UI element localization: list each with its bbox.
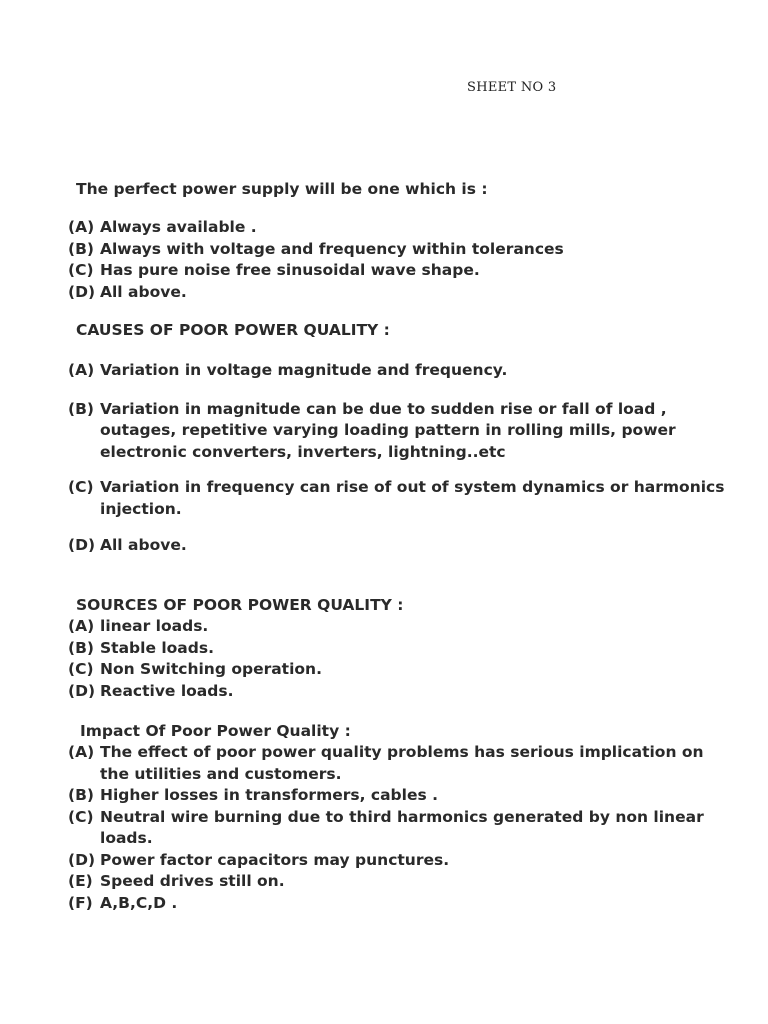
option-label: (F) — [68, 893, 93, 912]
option-label: (B) — [68, 399, 94, 418]
option-label: (B) — [68, 239, 94, 258]
option-label: (C) — [68, 807, 94, 826]
option-label: (D) — [68, 850, 96, 869]
sheet-number: SHEET NO 3 — [467, 80, 557, 95]
option-text: Has pure noise free sinusoidal wave shape. — [100, 261, 480, 279]
option-text: Variation in frequency can rise of out of system dynamics or harmonics injection. — [100, 478, 725, 518]
option-text: Speed drives still on. — [100, 872, 285, 890]
option-item — [68, 850, 728, 872]
option-text: Always available . — [100, 218, 257, 236]
option-text: Neutral wire burning due to third harmonics generated by non linear loads. — [100, 807, 704, 847]
option-label: (C) — [68, 261, 94, 279]
option-text: Variation in voltage magnitude and frequency. — [100, 361, 508, 379]
option-text: The effect of poor power quality problems has serious implication on the utilities and customers. — [100, 743, 704, 783]
question-heading: SOURCES OF POOR POWER QUALITY : — [76, 596, 404, 614]
question-sources-poor-power-quality — [68, 595, 728, 702]
option-item — [68, 659, 728, 681]
question-impact-poor-power-quality — [68, 721, 728, 914]
option-item — [68, 681, 728, 703]
option-label: (A) — [68, 617, 95, 635]
option-item — [68, 638, 728, 660]
option-item — [68, 871, 728, 893]
question-perfect-power-supply — [68, 179, 728, 303]
option-item — [68, 360, 728, 382]
option-item — [68, 785, 728, 807]
option-item — [68, 535, 728, 557]
question-causes-poor-power-quality — [68, 320, 728, 557]
option-item — [68, 616, 728, 638]
option-label: (B) — [68, 786, 94, 804]
option-text: Power factor capacitors may punctures. — [100, 850, 450, 869]
option-item — [68, 282, 728, 304]
option-label: (A) — [68, 218, 95, 236]
option-label: (D) — [68, 681, 96, 700]
option-label: (A) — [68, 743, 95, 761]
option-item — [68, 742, 728, 785]
option-label: (E) — [68, 872, 93, 890]
option-item — [68, 217, 728, 239]
option-item — [68, 399, 728, 464]
option-item — [68, 807, 728, 850]
option-text: Reactive loads. — [100, 681, 234, 700]
option-text: linear loads. — [100, 617, 209, 635]
question-heading: Impact Of Poor Power Quality : — [80, 722, 351, 740]
question-heading: CAUSES OF POOR POWER QUALITY : — [76, 321, 390, 339]
option-text: Non Switching operation. — [100, 660, 322, 678]
option-text: Variation in magnitude can be due to sudden rise or fall of load , outages, repetitive varying loading pattern in rolling mills, power electronic converters, inverters, lightning..etc — [100, 399, 676, 461]
option-label: (D) — [68, 536, 96, 554]
option-text: All above. — [100, 282, 187, 301]
option-text: A,B,C,D . — [100, 893, 178, 912]
question-heading: The perfect power supply will be one which is : — [76, 180, 488, 198]
option-text: All above. — [100, 536, 187, 554]
option-label: (C) — [68, 660, 94, 678]
option-text: Higher losses in transformers, cables . — [100, 786, 438, 804]
option-text: Always with voltage and frequency within tolerances — [100, 239, 564, 258]
option-text: Stable loads. — [100, 638, 214, 657]
option-label: (C) — [68, 478, 94, 496]
option-item — [68, 260, 728, 282]
option-label: (B) — [68, 638, 94, 657]
option-item — [68, 239, 728, 261]
option-item — [68, 893, 728, 915]
option-label: (D) — [68, 282, 96, 301]
option-label: (A) — [68, 361, 95, 379]
option-item — [68, 477, 728, 520]
